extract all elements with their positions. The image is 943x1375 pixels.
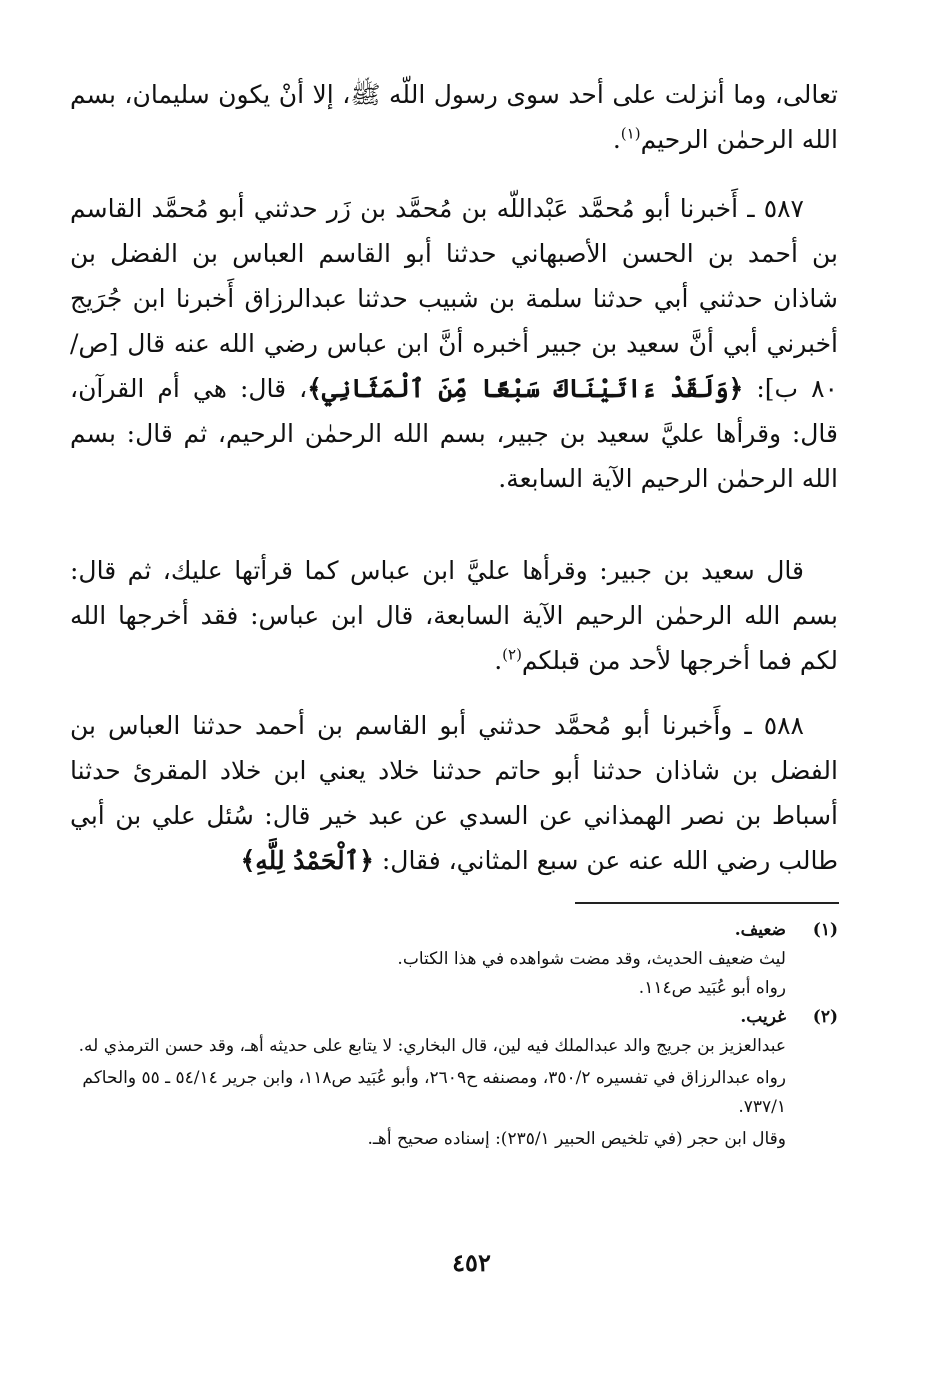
paragraph-said-ibn-jubayr: قال سعيد بن جبير: وقرأها عليَّ ابن عباس كما قرأتها عليك، ثم قال: بسم الله الرحمٰن الرحيم الآية السابعة، قال ابن عباس: فقد أخرجها الله لكم فما أخرجها لأحد من قبلكم$^{(٢)}$.: [70, 556, 838, 675]
footnote-line: وقال ابن حجر (في تلخيص الحبير ٢٣٥/١): إسناده صحيح أهـ.: [367, 1129, 786, 1149]
hadith-588: [70, 703, 838, 883]
footnote-number: (٢): [812, 1007, 838, 1027]
paragraph-text: تعالى، وما أنزلت على أحد سوى رسول اللّه ﷺ، إلا أنْ يكون سليمان، بسم الله الرحمٰن الرحيم: [70, 80, 838, 154]
quran-verse: ﴿وَلَقَدْ ءَاتَيْنَاكَ سَبْعًا مِّنَ ٱلْمَثَانِي﴾: [307, 374, 744, 403]
footnote-marker-1: (١): [620, 124, 641, 143]
paragraph-continuation: تعالى، وما أنزلت على أحد سوى رسول اللّه ﷺ، إلا أنْ يكون سليمان، بسم الله الرحمٰن الرحيم$^{(١)}$.: [70, 80, 838, 154]
footnote-line: عبدالعزيز بن جريج والد عبدالملك فيه لين، قال البخاري: لا يتابع على حديثه أهـ، وقد حسن الترمذي له.: [78, 1036, 786, 1056]
footnote-line: رواه أبو عُبَيد ص١١٤.: [638, 978, 786, 998]
footnotes: [70, 916, 838, 1154]
footnote-number: (١): [812, 920, 838, 940]
hadith-587: [70, 186, 838, 501]
paragraph-text: قال سعيد بن جبير: وقرأها عليَّ ابن عباس كما قرأتها عليك، ثم قال: بسم الله الرحمٰن الرحيم الآية السابعة، قال ابن عباس: فقد أخرجها الله لكم فما أخرجها لأحد من قبلكم: [70, 556, 838, 675]
page-number: ٤٥٢: [452, 1248, 491, 1277]
hadith-587-text-a: ٥٨٧ ـ أَخبرنا أبو مُحمَّد عَبْداللّه بن مُحمَّد بن زَر حدثني أبو مُحمَّد القاسم بن أحمد بن الحسن الأصبهاني حدثنا أبو القاسم العباس بن الفضل بن شاذان حدثني أبي حدثنا سلمة بن شبيب حدثنا عبدالرزاق أَخبرنا ابن جُرَيج أخبرني أبي أنَّ سعيد بن جبير أخبره أنَّ ابن عباس رضي الله عنه قال [ص/٨٠ ب]:: [70, 194, 838, 403]
footnote-2-header: [70, 1003, 838, 1032]
footnote-separator: [575, 902, 839, 904]
quran-verse: ﴿ٱلْحَمْدُ لِلَّهِ﴾: [240, 846, 374, 875]
hadith-588-text: ٥٨٨ ـ وأَخبرنا أبو مُحمَّد حدثني أبو القاسم بن أحمد حدثنا العباس بن الفضل بن شاذان حدثنا أبو حاتم حدثنا خلاد يعني ابن خلاد المقرئ حدثنا أسباط بن نصر الهمذاني عن السدي عن عبد خير قال: سُئل علي بن أبي طالب رضي الله عنه عن سبع المثاني، فقال:: [70, 711, 838, 875]
hadith-587-text-b: ، قال: هي أم القرآن، قال: وقرأها عليَّ سعيد بن جبير، بسم الله الرحمٰن الرحيم، ثم قال: بسم الله الرحمٰن الرحيم الآية السابعة.: [70, 374, 838, 493]
footnote-line: رواه عبدالرزاق في تفسيره ٣٥٠/٢، ومصنفه ح٢٦٠٩، وأبو عُبَيد ص١١٨، وابن جرير ٥٤/١٤ ـ ٥٥ والحاكم ٧٣٧/١.: [82, 1068, 786, 1117]
footnote-marker-2: (٢): [502, 645, 522, 664]
footnote-grade: غريب.: [740, 1007, 786, 1027]
footnote-1-header: [70, 916, 838, 945]
footnote-grade: ضعيف.: [734, 920, 786, 940]
footnote-line: ليث ضعيف الحديث، وقد مضت شواهده في هذا الكتاب.: [397, 949, 786, 969]
